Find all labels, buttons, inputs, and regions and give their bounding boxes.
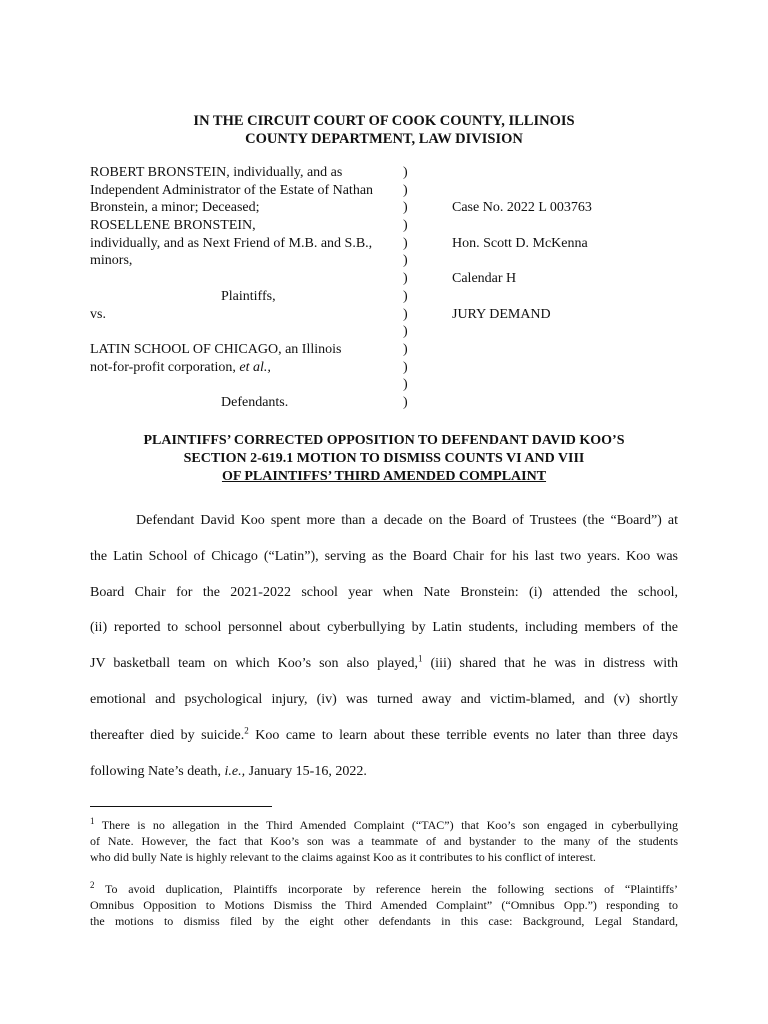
caption-party-line: individually, and as Next Friend of M.B. and S.B.,: [90, 235, 373, 251]
caption-paren: ): [403, 394, 408, 410]
caption-paren: ): [403, 324, 408, 340]
caption-defendants-label: Defendants.: [221, 394, 289, 410]
body-italic-ie: i.e.,: [224, 763, 246, 779]
jury-demand: JURY DEMAND: [452, 306, 551, 322]
caption-paren: ): [403, 165, 408, 180]
footnote-number: 2: [90, 880, 95, 890]
caption-paren: ): [403, 341, 408, 357]
court-heading-line-2: COUNTY DEPARTMENT, LAW DIVISION: [245, 131, 523, 147]
footnote-2: [90, 881, 678, 929]
caption-party-line: LATIN SCHOOL OF CHICAGO, an Illinois: [90, 341, 342, 357]
body-line: the Latin School of Chicago (“Latin”), serving as the Board Chair for his last two years. Koo was: [90, 548, 678, 564]
caption-paren: ): [403, 377, 408, 393]
body-text-segment: Koo came to learn about these terrible events no later than three days: [248, 727, 678, 743]
caption-paren: ): [403, 288, 408, 304]
body-line: (ii) reported to school personnel about cyberbullying by Latin students, including members of the: [90, 620, 678, 636]
body-text-segment: (iii) shared that he was in distress with: [422, 656, 678, 672]
body-line: [90, 754, 678, 790]
motion-title-line-1: PLAINTIFFS’ CORRECTED OPPOSITION TO DEFENDANT DAVID KOO’S: [143, 433, 625, 448]
court-heading: [0, 112, 768, 148]
footnote-line: of Nate. However, the fact that Koo’s son was a teammate of and bystander to the many of the students: [90, 834, 678, 848]
caption-paren: ): [403, 218, 408, 234]
footnote-line: [90, 881, 678, 897]
case-number: Case No. 2022 L 003763: [452, 200, 592, 216]
footnote-line: [90, 817, 678, 833]
footnote-1: [90, 817, 678, 865]
caption-party-line: ROBERT BRONSTEIN, individually, and as: [90, 165, 343, 180]
caption-paren: ): [403, 253, 408, 269]
body-paragraph: [90, 503, 678, 789]
caption-paren: ): [403, 271, 408, 287]
footnote-line: who did bully Nate is highly relevant to the claims against Koo as it contributes to his conflict of interest.: [90, 850, 596, 864]
caption-party-line: [90, 323, 402, 341]
footnote-number: 1: [90, 816, 95, 826]
footnote-text: To avoid duplication, Plaintiffs incorporate by reference herein the following sections of “Plaintiffs’: [94, 882, 678, 896]
calendar-label: Calendar H: [452, 271, 517, 287]
body-line: [90, 718, 678, 754]
body-text-segment: January 15-16, 2022.: [245, 763, 367, 779]
caption-party-line: ROSELLENE BRONSTEIN,: [90, 218, 256, 234]
court-heading-line-1: IN THE CIRCUIT COURT OF COOK COUNTY, ILLINOIS: [193, 113, 575, 129]
caption-party-line: [90, 270, 402, 288]
caption-party-line: [90, 359, 402, 377]
footnote-text: There is no allegation in the Third Amended Complaint (“TAC”) that Koo’s son engaged in cyberbullying: [94, 818, 678, 832]
caption-paren: ): [403, 200, 408, 216]
caption-paren: ): [403, 359, 408, 375]
caption-plaintiffs-label: Plaintiffs,: [221, 288, 276, 304]
caption-party-line: minors,: [90, 253, 133, 269]
caption-parenthesis-column: [403, 164, 417, 412]
motion-title: [0, 432, 768, 486]
footnote-ref-1[interactable]: 1: [417, 653, 423, 664]
footnote-ref-2[interactable]: 2: [244, 725, 249, 736]
caption-paren: ): [403, 182, 408, 198]
body-line: [90, 646, 678, 682]
judge-name: Hon. Scott D. McKenna: [452, 235, 588, 251]
caption-paren: ): [403, 235, 408, 251]
caption-paren: ): [403, 306, 408, 322]
caption-party-line: Bronstein, a minor; Deceased;: [90, 200, 260, 216]
caption-defendant-desc: not-for-profit corporation,: [90, 359, 236, 375]
body-line: Board Chair for the 2021-2022 school year when Nate Bronstein: (i) attended the school,: [90, 584, 678, 600]
footnotes: [90, 817, 678, 945]
body-text-segment: JV basketball team on which Koo’s son also played,: [90, 656, 418, 672]
footnote-line: Omnibus Opposition to Motions Dismiss the Third Amended Complaint” (“Omnibus Opp.”) responding to: [90, 898, 678, 912]
caption-party-line: [90, 376, 402, 394]
footnote-separator: [90, 806, 272, 807]
caption-versus: vs.: [90, 306, 106, 322]
case-caption-parties: [90, 164, 402, 412]
footnote-line: the motions to dismiss filed by the eight other defendants in this case: Background, Legal Standard,: [90, 914, 678, 928]
body-line: emotional and psychological injury, (iv) was turned away and victim-blamed, and (v) shortly: [90, 691, 678, 707]
body-line: Defendant David Koo spent more than a decade on the Board of Trustees (the “Board”) at: [136, 513, 678, 528]
caption-et-al: et al.,: [239, 359, 271, 375]
motion-title-line-3: OF PLAINTIFFS’ THIRD AMENDED COMPLAINT: [221, 469, 547, 484]
body-text-segment: thereafter died by suicide.: [90, 727, 245, 743]
caption-party-line: Independent Administrator of the Estate of Nathan: [90, 182, 374, 198]
body-text-segment: following Nate’s death,: [90, 763, 225, 779]
motion-title-line-2: SECTION 2-619.1 MOTION TO DISMISS COUNTS VI AND VIII: [183, 451, 585, 466]
